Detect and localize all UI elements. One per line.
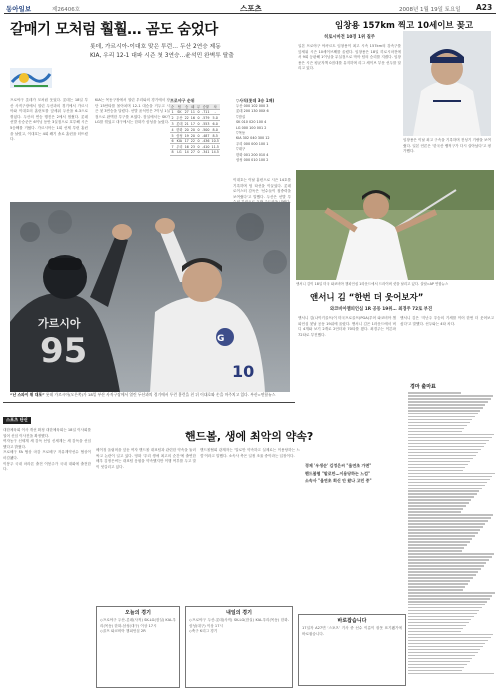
standings-header-cell: 승률 [202, 105, 210, 109]
racing-schedule-line [408, 458, 473, 460]
standings-cell: 5 [171, 133, 174, 138]
boxscore-line: ▽목동 [236, 131, 246, 136]
racing-schedule-line [408, 496, 474, 498]
standings-row [170, 150, 220, 155]
racing-schedule-line [408, 658, 472, 660]
racing-schedule-line [408, 598, 490, 600]
standings-cell: - [211, 110, 220, 115]
racing-schedule-line [408, 553, 494, 555]
standings-cell: .341 [202, 150, 210, 155]
racing-schedule-line [408, 643, 485, 645]
racing-schedule-line [408, 523, 485, 525]
handball-deck-2: 핸드볼협 "말로만…이용당하는 느낌" [305, 470, 371, 476]
racing-schedule-line [408, 464, 468, 466]
baseball-logo-graphic [10, 64, 52, 92]
standings-cell: 23 [190, 144, 195, 149]
boxscore-line: 두산 000 102 000 3 [236, 104, 269, 108]
standings-cell: 20 [190, 133, 195, 138]
standings-header-cell: 차 [211, 104, 220, 110]
kim-headline: 앤서니 김 “한번 더 웃어보자” [310, 293, 424, 303]
racing-schedule-line [408, 583, 468, 585]
racing-schedule-line [408, 562, 486, 564]
correction-box [298, 614, 406, 686]
lead-headline: 갈매기 모처럼 훨훨… 곰도 숨었다 [10, 22, 218, 38]
racing-schedule-line [408, 649, 480, 651]
racing-schedule-line [408, 431, 462, 433]
racing-schedule-line [408, 631, 461, 633]
standings-cell: 17 [184, 139, 189, 144]
lead-subhead-1: 롯데, 가르시아-이대호 맞은 투런… 두산 2연승 제동 [90, 44, 221, 50]
racing-schedule-line [408, 413, 478, 415]
today-game-line: ◇골프 와코비아 챔피언십 2R [100, 629, 146, 634]
standings-cell: 한화 [176, 128, 183, 133]
sports-brief-item: 대한체육회 이사 개선 확정 대한체육회는 18일 이사회를 열어 신임 이사진을 확정했다. [3, 428, 91, 438]
racing-schedule-line [408, 589, 463, 591]
racing-schedule-line [408, 428, 464, 430]
standings-cell: 0 [197, 150, 200, 155]
correction-title: 바로잡습니다 [337, 618, 367, 624]
handball-deck-3: 소속사 "올연초 회신 안 왔나 고민 중" [305, 478, 372, 483]
golf-photo [296, 170, 494, 280]
racing-schedule-line [408, 664, 467, 666]
standings-cell: 5.0 [211, 115, 220, 121]
standings-cell: 3 [171, 121, 174, 126]
standings-cell: 17 [190, 121, 195, 126]
racing-schedule-line [408, 580, 470, 582]
racing-schedule-line [408, 577, 473, 579]
lim-subhead: 히로시마전 10경 1위 질주 [324, 35, 375, 40]
caption-title: “난 스파이 뷔 대포” [10, 392, 45, 397]
tomorrow-game-line: ◇축구 K리그 경기 [189, 629, 218, 634]
section-name: 스포츠 [240, 4, 262, 13]
handball-body-1: 베이징 올림픽을 앞둔 여자 핸드볼 대표팀과 관련한 약속을 둘러싸고 논란이 일고 있다. 영화 '우리 생애 최고의 순간'에 출연한 배우 김정은씨는 대표팀 응원을 약속했지만 이행 여부를 두고 말이 엇갈리고 있다. [96, 448, 196, 469]
correction-text: 17일자 A27면 ‘스포츠’ 기사 중 선수 이름이 잘못 표기됐기에 바로잡습니다. [302, 626, 402, 636]
standings-cell: 16 [190, 115, 195, 120]
standings-cell: .436 [202, 139, 210, 144]
today-game-line: ◇프로야구 두산-롯데(사직) SK-LG(잠실) KIA-우리(목동) 한화-삼성(대구) 이상 17시 [100, 618, 176, 628]
racing-schedule-line [408, 404, 485, 406]
racing-schedule-line [408, 535, 475, 537]
standings-cell: 삼성 [176, 134, 183, 139]
lead-subhead-2: KIA, 우리 12-1 대파 시즌 첫 3연승…윤석민 완벽투 탈출 [90, 53, 234, 59]
pitcher-photo [403, 31, 491, 136]
racing-schedule-line [408, 538, 472, 540]
standings-cell: 8.0 [211, 127, 220, 133]
racing-schedule-line [408, 616, 474, 618]
boxscore-line: LG 000 100 001 2 [236, 125, 267, 130]
standings-cell: 27 [190, 150, 195, 155]
baseball-logo-icon [10, 64, 52, 92]
boxscore-line: 삼성 000 010 100 2 [236, 158, 269, 163]
racing-schedule-line [408, 574, 476, 576]
racing-schedule-line [408, 559, 489, 561]
page-number: A23 [476, 3, 493, 12]
racing-schedule-line [408, 625, 466, 627]
standings-cell: 11.5 [211, 144, 219, 149]
sports-brief-items [3, 428, 91, 698]
handball-deck [305, 462, 385, 485]
tomorrow-games-lines [186, 618, 292, 684]
racing-schedule-line [408, 479, 490, 481]
boxscore-line: KIA 302 040 300 12 [236, 136, 270, 141]
standings-cell: SK [175, 110, 183, 115]
racing-schedule-line [408, 547, 464, 549]
today-games-title: 오늘의 경기 [125, 610, 151, 616]
standings-cell: 16 [184, 144, 189, 149]
standings-title: 프로야구 순위 [170, 98, 195, 103]
racing-schedule-line [408, 541, 470, 543]
racing-schedule-line [408, 586, 465, 588]
standings-cell: 11 [190, 110, 195, 115]
racing-schedule-line [408, 485, 485, 487]
racing-schedule-line [408, 482, 487, 484]
racing-schedule-line [408, 670, 462, 672]
racing-schedule-lines [408, 392, 496, 674]
racing-schedule-line [408, 437, 492, 439]
boxscore [236, 98, 292, 163]
main-photo [10, 202, 290, 392]
standings-cell: .579 [202, 115, 210, 120]
racing-schedule-line [408, 514, 493, 516]
player-name-jersey: 가르시아 [38, 317, 81, 330]
standings-cell: 8 [171, 150, 174, 155]
racing-schedule-line [408, 461, 470, 463]
racing-schedule-line [408, 628, 463, 630]
sports-brief-tag: 스포츠 단신 [3, 417, 31, 424]
racing-schedule-line [408, 434, 494, 436]
player-number: 95 [40, 331, 88, 371]
racing-schedule-line [408, 401, 488, 403]
racing-schedule-line [408, 440, 489, 442]
handball-deck-1: 경제 '우생순' 김정은씨 "올연초 가면" [305, 463, 372, 468]
boxscore-line: 우리 000 000 100 1 [236, 141, 269, 146]
racing-schedule-line [408, 529, 480, 531]
racing-schedule-line [408, 407, 483, 409]
racing-schedule-line [408, 488, 482, 490]
racing-schedule-line [408, 526, 483, 528]
racing-schedule-line [408, 395, 493, 397]
standings-cell: 6 [171, 139, 174, 144]
racing-schedule-line [408, 592, 495, 594]
boxscore-line: ▽대구 [236, 147, 246, 152]
golf-photo-caption: 앤서니 김이 18일 미국 와코비아 챔피언십 1라운드에서 드라이버 샷을 날리고 있다. 샬럿=AP 연합뉴스 [296, 282, 449, 286]
standings-body [170, 110, 220, 156]
standings-row [170, 139, 220, 144]
racing-schedule-line [408, 640, 488, 642]
standings-cell: 2 [171, 115, 174, 120]
racing-schedule-line [408, 637, 491, 639]
lim-body: 일본 프로야구 야쿠르트 임창용이 최고 시속 157km의 강속구를 앞세워 시즌 10세이브째를 올렸다. 임창용은 18일 히로시마전에서 9회 등판해 1이닝을 무실점으로 막아 팀의 승리를 지켰다. 임창용은 시즌 평균자책 0점대를 유지하며 리그 세이브 부문 선두를 달리고 있다. [298, 44, 401, 71]
racing-schedule-line [408, 455, 476, 457]
racing-schedule-line [408, 467, 465, 469]
standings-cell: 8.5 [211, 133, 220, 139]
racing-schedule-line [408, 667, 464, 669]
standings-cell: 27 [184, 110, 189, 115]
racing-schedule-line [408, 508, 463, 510]
kim-subhead: 와코비아챔피언십 1R 공동 19위… 최경주 72로 부진 [330, 307, 433, 312]
racing-schedule-line [408, 446, 484, 448]
racing-schedule-line [408, 392, 461, 394]
standings-cell: LG [177, 150, 182, 155]
standings-cell: KIA [176, 139, 183, 144]
boxscore-line: SK 010 020 100 4 [236, 120, 267, 125]
sports-brief-item: 여자농구 신세계 새 감독 선임 신세계는 새 감독을 선임했다고 밝혔다. [3, 439, 91, 449]
standings-cell: 0 [197, 127, 200, 132]
racing-schedule-line [408, 490, 479, 492]
svg-text:10: 10 [232, 362, 255, 381]
racing-schedule-line [408, 646, 483, 648]
standings-cell: 20 [184, 127, 189, 132]
racing-schedule-line [408, 532, 478, 534]
section-divider [3, 402, 295, 403]
tomorrow-game-line: ◇프로야구 두산-롯데(사직) SK-LG(잠실) KIA-우리(목동) 한화-삼성(대구) 이상 17시 [189, 618, 289, 628]
racing-schedule-line [408, 443, 486, 445]
newspaper-logo: 동아일보 [6, 5, 32, 13]
standings-cell: 0 [197, 144, 200, 149]
caption-text: 롯데 가르시아(오른쪽)가 18일 부산 사직구장에서 열린 두산과의 경기에서 투런 홈런을 친 뒤 이대호와 손을 마주치고 있다. 부산=연합뉴스 [45, 392, 276, 397]
racing-schedule-line [408, 422, 470, 424]
lead-subhead [90, 43, 290, 61]
standings-cell: 롯데 [176, 122, 183, 127]
racing-schedule-line [408, 634, 493, 636]
edition-number: 제26406호 [52, 7, 81, 13]
standings-cell: 14.5 [211, 150, 219, 155]
main-photo-caption [10, 392, 290, 400]
standings-cell: 19 [184, 133, 189, 138]
standings-cell: .487 [202, 133, 210, 138]
boxscore-line: 한화 001 200 010 4 [236, 152, 269, 157]
sports-brief-item: 프로배구 FA 협상 마감 프로배구 자유계약선수 협상이 마감됐다. [3, 450, 91, 460]
racing-schedule-line [408, 601, 487, 603]
sports-brief-item: 이봉주 국내 마라톤 출전 이봉주가 국내 대회에 출전한다. [3, 461, 91, 472]
racing-schedule-line [408, 473, 495, 475]
standings-box [170, 98, 230, 156]
sports-brief [3, 406, 91, 696]
standings-header-cell: 순 [171, 105, 175, 109]
racing-schedule-line [408, 595, 492, 597]
racing-schedule-line [408, 610, 479, 612]
kim-body: 앤서니 김(나이키골프)이 미국프로골프(PGA)투어 와코비아 챔피언십 첫날 공동 19위에 올랐다. 앤서니 김은 1라운드에서 버디 4개와 보기 2개로 2언더파 70타를 쳤다. 최경주는 이븐파 72타로 부진했다. [298, 316, 396, 337]
standings-cell: 21 [184, 121, 189, 126]
standings-cell: 10.5 [211, 139, 219, 144]
racing-schedule-line [408, 419, 472, 421]
standings-cell: 6.0 [211, 121, 220, 127]
svg-text:G: G [217, 334, 225, 344]
racing-schedule-line [408, 673, 494, 675]
boxscore-line: 롯데 200 130 00X 6 [236, 109, 269, 114]
lead-body-col1: 프로야구 롯데가 모처럼 웃었다. 롯데는 18일 부산 사직구장에서 열린 두산과의 경기에서 가르시아와 이대호의 홈런포를 앞세워 두산을 6-3으로 꺾었다. 두산의 연승 행진은 2에서 멈췄다. 롯데 선발 송승준은 6이닝 동안 3실점으로 호투해 시즌 5승째를 거뒀다. 가르시아는 1회 선제 투런 홈런을 날렸고, 이대호는 4회 쐐기 솔로 홈런을 터뜨렸다. [10, 98, 88, 142]
standings-cell: 0 [197, 139, 200, 144]
racing-schedule-line [408, 544, 467, 546]
racing-schedule-line [408, 550, 462, 552]
boxscore-line: ▽잠실 [236, 114, 246, 119]
racing-schedule-line [408, 517, 491, 519]
racing-schedule-line [408, 655, 475, 657]
racing-schedule-line [408, 622, 469, 624]
baseball-celebration-photo [10, 202, 290, 392]
racing-schedule-line [408, 565, 484, 567]
standings-cell: 두산 [176, 116, 183, 121]
today-games-box [96, 606, 180, 688]
kim-body-2: 앤서니 김은 '지난주 우승의 기세를 이어 한번 더 웃어보고 싶다'고 말했다. 선두와는 4타 차다. [400, 316, 494, 326]
racing-schedule-title: 경마 출마표 [410, 384, 436, 390]
racing-schedule-line [408, 505, 466, 507]
racing-schedule-line [408, 568, 481, 570]
standings-cell: 0 [197, 115, 200, 120]
masthead [4, 3, 496, 14]
racing-schedule-line [408, 449, 481, 451]
racing-schedule-line [408, 607, 482, 609]
standings-cell: .500 [202, 127, 210, 132]
handball-body-2: 핸드볼협회 관계자는 '말로만 약속하고 실제로는 이용당하는 느낌'이라고 말했다. 소속사 측은 일정 조율 중이라는 입장이다. [200, 448, 300, 458]
racing-schedule-line [408, 556, 492, 558]
standings-table [170, 104, 220, 156]
racing-schedule-line [408, 470, 463, 472]
racing-schedule-line [408, 520, 488, 522]
racing-schedule-line [408, 613, 477, 615]
standings-cell: 0 [197, 110, 200, 115]
standings-cell: 20 [190, 127, 195, 132]
racing-schedule-line [408, 604, 485, 606]
standings-cell: 4 [171, 127, 174, 132]
lead-body-col4: 이대호는 이날 홈런으로 시즌 14호를 기록하며 팀 타선을 이끌었다. 롯데 로이스터 감독은 '선수들이 집중력을 보여줬다'고 말했다. 두산은 선발 투 [233, 178, 291, 199]
lim-headline: 임창용 157km 찍고 10세이브 꽂고 [335, 21, 474, 31]
today-games-lines [97, 618, 179, 684]
standings-cell: 22 [184, 115, 189, 120]
tomorrow-games-box [185, 606, 293, 688]
racing-schedule-line [408, 398, 491, 400]
racing-schedule-line [408, 652, 478, 654]
golfer-swing-photo [296, 170, 494, 280]
boxscore-title: ▽사직(롯데 3승 1패) [236, 98, 275, 103]
racing-schedule-line [408, 425, 467, 427]
standings-cell: .553 [202, 121, 210, 126]
lim-body-2: 임창용은 이날 최고 구속을 기록하며 전성기 기량을 보여줬다. 일본 언론은 '한국산 뱀직구가 다시 살아났다'고 평가했다. [403, 138, 491, 154]
standings-cell: .410 [202, 144, 210, 149]
racing-schedule-line [408, 476, 492, 478]
racing-schedule-line [408, 410, 480, 412]
racing-schedule-line [408, 452, 478, 454]
racing-schedule-line [408, 661, 470, 663]
standings-cell: 14 [184, 150, 189, 155]
lim-photo [403, 31, 491, 136]
standings-header-cell: 팀 [175, 104, 183, 110]
racing-schedule [408, 381, 496, 687]
boxscore-lines [236, 104, 292, 163]
racing-schedule-line [408, 499, 471, 501]
tomorrow-games-title: 내일의 경기 [226, 610, 252, 616]
standings-cell: 7 [171, 144, 174, 149]
standings-cell: 0 [197, 133, 200, 138]
standings-cell: 22 [190, 139, 195, 144]
standings-header-cell: 무 [196, 105, 201, 109]
lead-body-col2: KIA는 목동구장에서 열린 우리와의 경기에서 장단 15안타를 몰아치며 12-1 대승을 거두고 시즌 첫 3연승을 달렸다. 선발 윤석민은 7이닝 1실점으로 완벽한 투구를 보였다. 잠실에서는 SK가 LG를 꺾었고 대구에서는 한화가 삼성을 눌렀다. [95, 98, 171, 125]
standings-header-cell: 승 [185, 105, 189, 109]
racing-schedule-line [408, 619, 471, 621]
racing-schedule-line [408, 502, 469, 504]
racing-schedule-line [408, 571, 478, 573]
racing-schedule-line [408, 493, 477, 495]
standings-cell: 1 [171, 110, 174, 115]
racing-schedule-line [408, 511, 461, 513]
issue-date: 2008년 1월 19일 토요일 [399, 7, 461, 13]
racing-schedule-line [408, 416, 475, 418]
standings-header-cell: 패 [191, 105, 195, 109]
handball-headline: 핸드볼, 생에 최악의 약속? [185, 430, 314, 443]
standings-cell: 0 [197, 121, 200, 126]
standings-cell: .711 [202, 110, 210, 115]
standings-cell: 우리 [176, 145, 183, 150]
